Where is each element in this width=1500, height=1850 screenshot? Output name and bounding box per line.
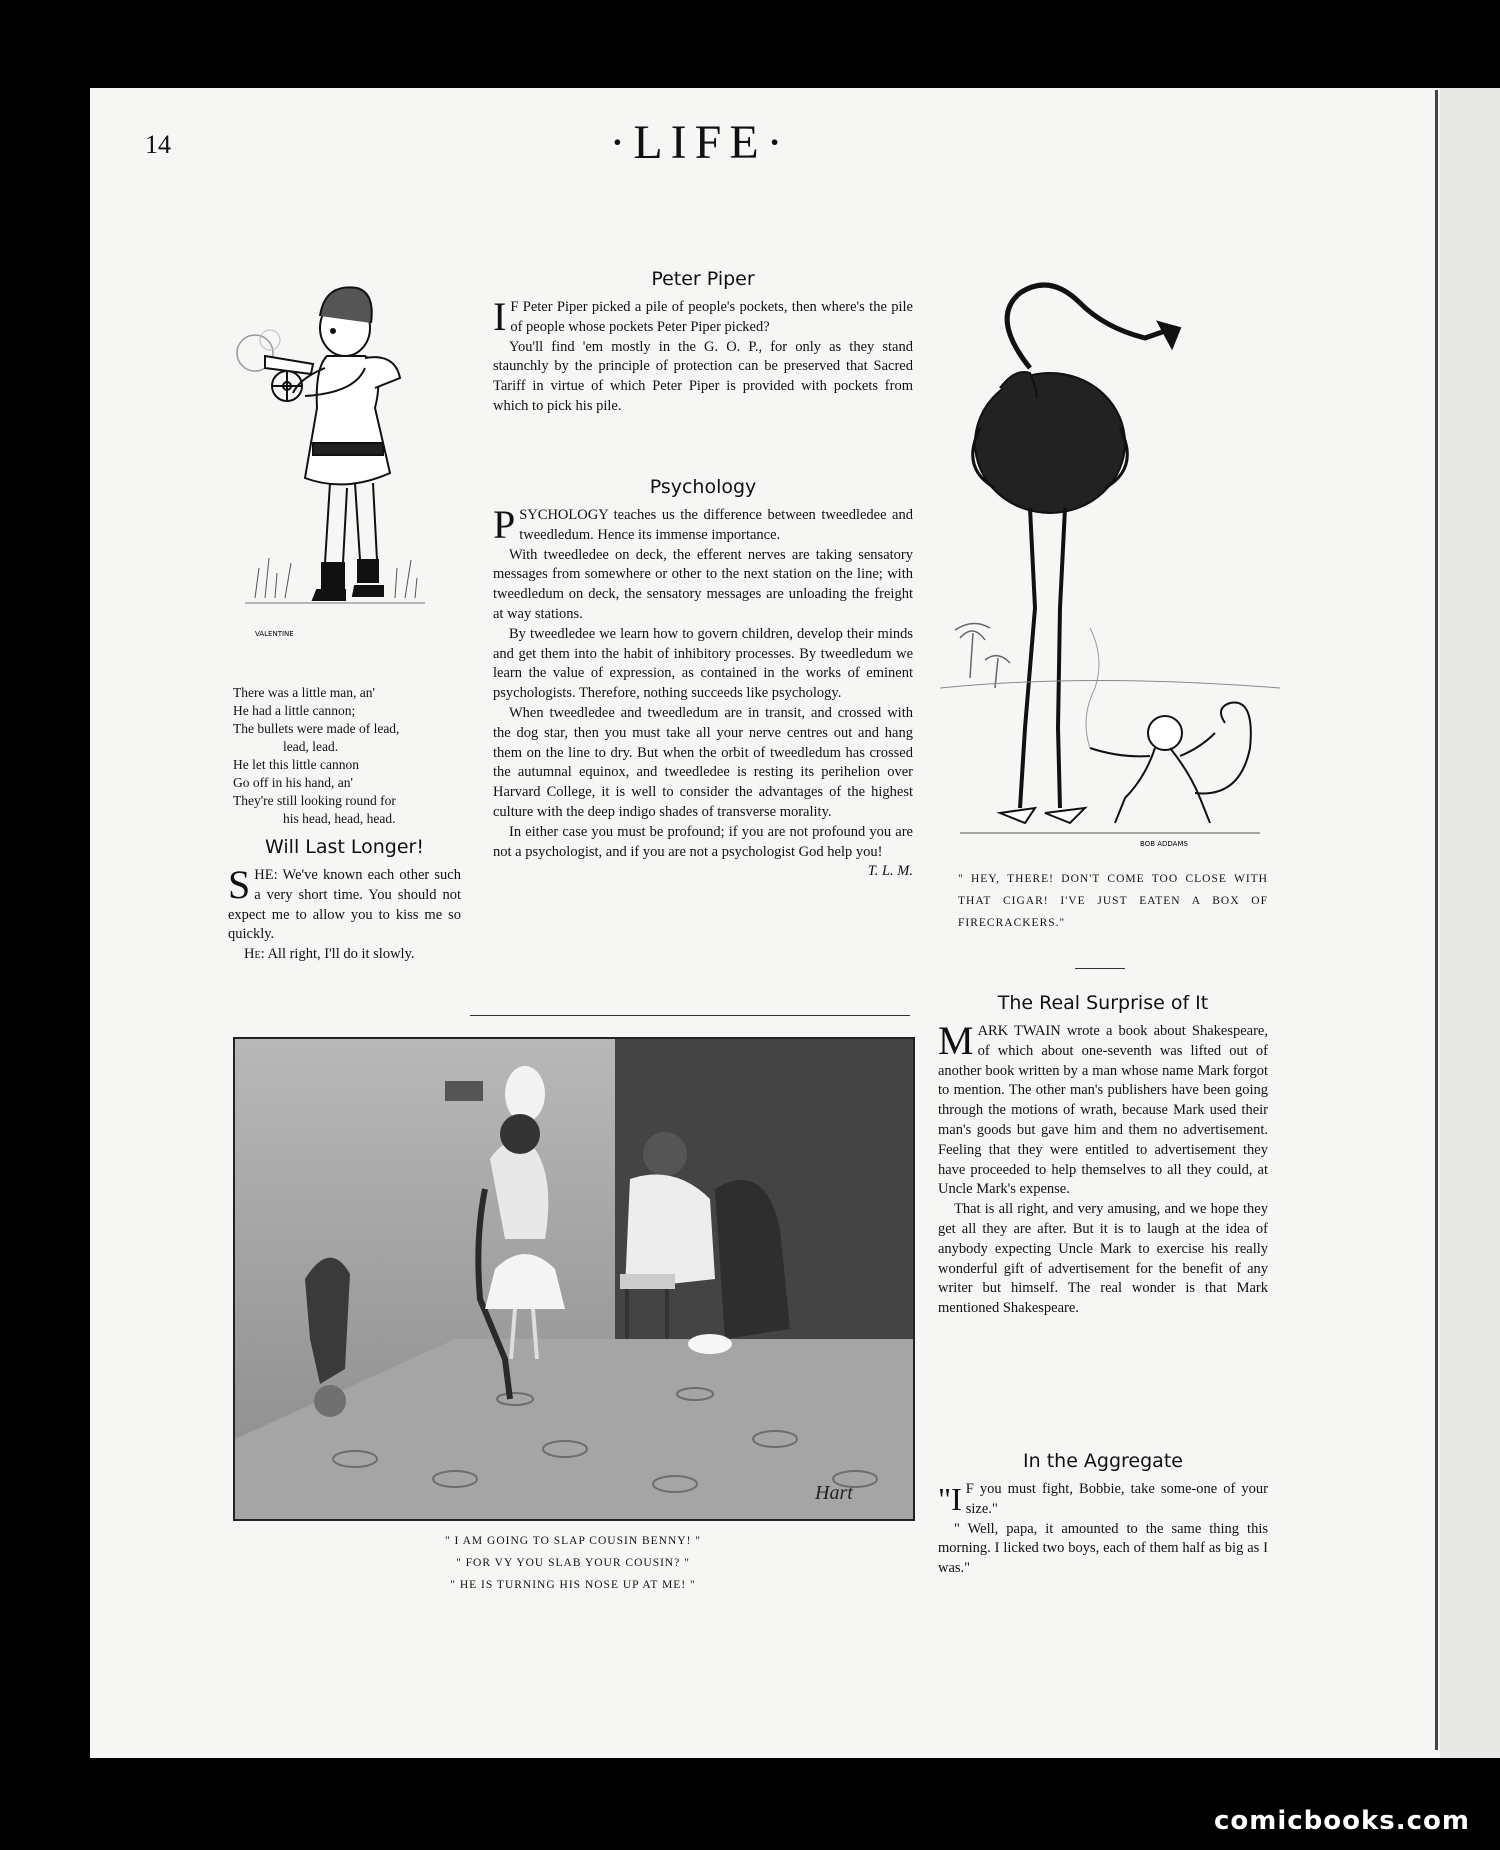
site-watermark: comicbooks.com	[1213, 1806, 1470, 1836]
article-title: Psychology	[649, 476, 757, 498]
ostrich-caption: " HEY, THERE! DON'T COME TOO CLOSE WITH THAT CIGAR! I'VE JUST EATEN A BOX OF FIRECRACKERS."	[958, 873, 1268, 929]
cartoon-signature-valentine: VALENTINE	[255, 630, 294, 638]
dropcap: I	[493, 294, 507, 339]
caption-line: " FOR VY YOU SLAB YOUR COUSIN? "	[456, 1557, 690, 1569]
photo-signature: Hart	[815, 1482, 853, 1504]
author-signature: T. L. M.	[867, 863, 913, 880]
column-rule	[470, 1015, 910, 1016]
ostrich-monkey-cartoon	[940, 278, 1280, 858]
caption-line: " HE IS TURNING HIS NOSE UP AT ME! "	[450, 1579, 696, 1591]
next-page-edge	[1440, 88, 1500, 1758]
article-title: The Real Surprise of It	[997, 992, 1209, 1014]
dropcap: S	[228, 862, 251, 907]
article-will-last-longer	[228, 836, 461, 965]
dropcap: P	[493, 502, 516, 547]
article-title: Will Last Longer!	[265, 836, 424, 858]
article-paragraph: When tweedledee and tweedledum are in transit, and crossed with the dog star, then you must take all your nerve centres out and hang them on the line to dry. But when the orbit of tweedledum has crossed the autumnal equinox, and tweedledee is resting its perihelion over Harvard College, it is well to consider the advantages of the highest culture with the deep indigo shades of transverse morality.	[493, 704, 913, 820]
masthead-title: ·LIFE·	[609, 116, 791, 169]
cannon-verse	[233, 684, 463, 828]
article-psychology	[493, 476, 913, 882]
article-title: In the Aggregate	[1023, 1450, 1183, 1472]
boy-cannon-cartoon	[225, 268, 460, 678]
verse-line: Go off in his hand, an'	[233, 775, 353, 790]
article-paragraph: ARK TWAIN wrote a book about Shakespeare, of which about one-seventh was lifted out of another book written by a man whose name Mark forgot to mention. The other man's publishers have been going through the motions of wrath, because Mark used their man's goods but gave him and them no advertisement. Feeling that they were entitled to advertisement they have proceeded to help themselves to all they could, at Uncle Mark's expense.	[938, 1023, 1268, 1198]
article-paragraph: HE: We've known each other such a very short time. You should not expect me to allow you to kiss me so quickly.	[228, 867, 461, 943]
article-paragraph: : All right, I'll do it slowly.	[260, 946, 415, 963]
article-title: Peter Piper	[651, 268, 755, 290]
verse-line: They're still looking round for	[233, 793, 396, 808]
article-paragraph: F Peter Piper picked a pile of people's pockets, then where's the pile of people whose pockets Peter Piper picked?	[510, 299, 913, 335]
article-peter-piper	[493, 268, 913, 417]
article-in-the-aggregate	[938, 1450, 1268, 1579]
caption-line: " I AM GOING TO SLAP COUSIN BENNY! "	[444, 1535, 702, 1547]
article-paragraph: You'll find 'em mostly in the G. O. P., for only as they stand staunchly by the principle of protection can be preserved that Sacred Tariff in virtue of which Peter Piper is provided with pockets from which to pick his pile.	[493, 338, 913, 414]
photo-scene	[235, 1039, 913, 1519]
article-paragraph: F you must fight, Bobbie, take some-one of your size."	[965, 1481, 1268, 1517]
article-paragraph: With tweedledee on deck, the efferent nerves are taking sensatory messages from somewhere or other to the next station on the line; with tweedledum on deck, the sensatory messages are unloading the freight at way stations.	[493, 546, 913, 622]
article-paragraph: By tweedledee we learn how to govern children, develop their minds and get them into the habit of inhibitory processes. By tweedledum we learn the value of expression, as contained in the works of eminent psychologists. Therefore, nothing succeeds like psychology.	[493, 625, 913, 702]
photo-caption	[233, 1530, 913, 1596]
verse-line: his head, head, head.	[283, 811, 396, 826]
photo-illustration	[233, 1037, 915, 1521]
article-paragraph: In either case you must be profound; if you are not profound you are not a psychologist, and if you are not a psychologist God help you!	[493, 823, 913, 860]
verse-line: He had a little cannon;	[233, 703, 356, 718]
verse-line: The bullets were made of lead,	[233, 721, 400, 736]
cartoon-signature-addams: BOB ADDAMS	[1140, 840, 1188, 848]
section-rule	[1075, 968, 1125, 969]
verse-line: He let this little cannon	[233, 757, 359, 772]
article-paragraph: That is all right, and very amusing, and we hope they get all they are after. But it is to laugh at the idea of anybody expecting Uncle Mark to exercise his really wonderful gift of advertisement for the benefit of any writer but himself. The real wonder is that Mark mentioned Shakespeare.	[938, 1201, 1268, 1317]
article-paragraph: SYCHOLOGY teaches us the difference between tweedledee and tweedledum. Hence its immense importance.	[519, 507, 913, 543]
dropcap: M	[938, 1018, 974, 1063]
article-real-surprise	[938, 992, 1268, 1319]
verse-line: There was a little man, an'	[233, 685, 375, 700]
article-paragraph: " Well, papa, it amounted to the same thing this morning. I licked two boys, each of them half as big as I was."	[938, 1520, 1268, 1577]
dropcap: "I	[938, 1481, 962, 1517]
verse-line: lead, lead.	[283, 739, 339, 754]
page-gutter	[1435, 90, 1438, 1750]
speaker-label: He	[244, 946, 261, 963]
page-number: 14	[145, 130, 171, 159]
